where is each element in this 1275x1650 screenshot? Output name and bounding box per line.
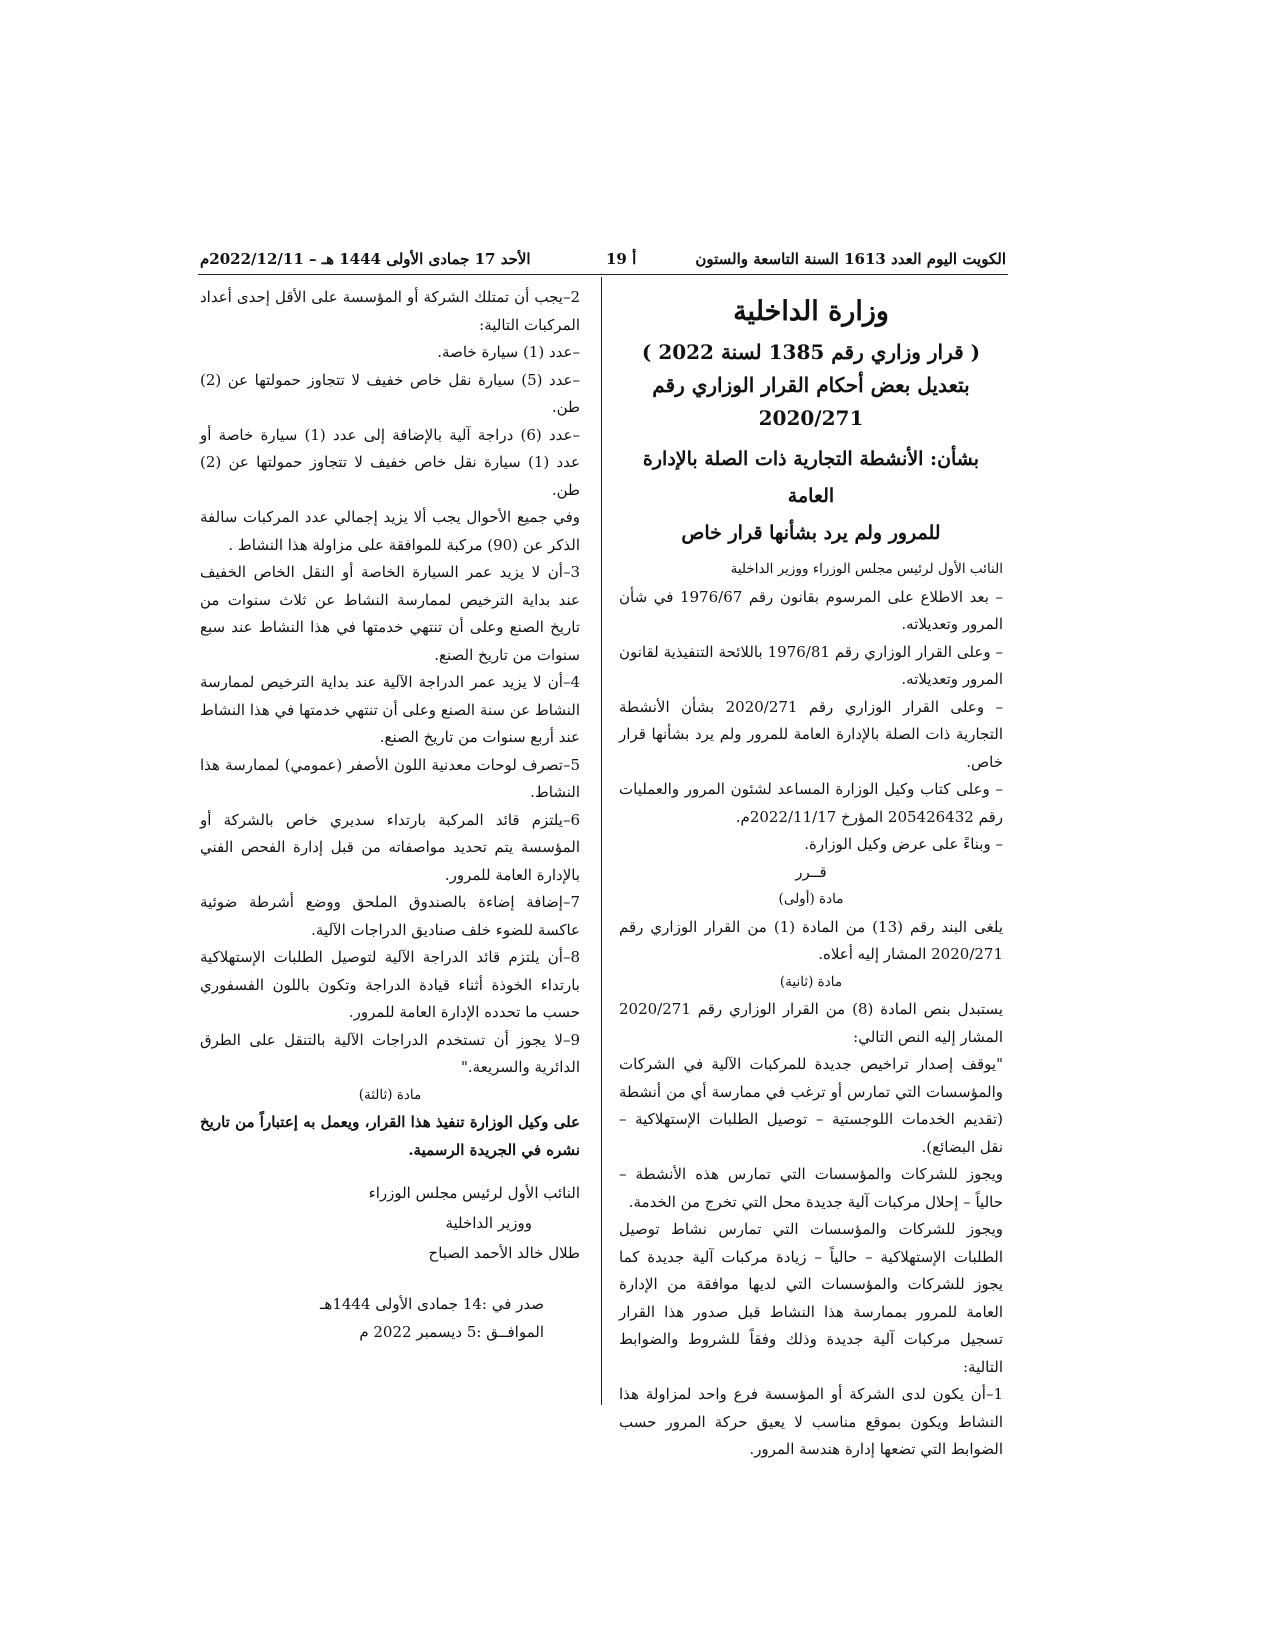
header-date: الأحد 17 جمادى الأولى 1444 هـ – 2022/12/11م [200,250,531,268]
article-1-text: يلغى البند رقم (13) من المادة (1) من القرار الوزاري رقم 2020/271 المشار إليه أعلاه. [619,917,1003,963]
signer-name: طلال خالد الأحمد الصباح [428,1244,580,1262]
spacer [200,1268,580,1290]
condition-2-item: –عدد (5) سيارة نقل خاص خفيف لا تتجاوز حمولتها عن (2) طن. [200,370,581,416]
amend-line-1: بتعديل بعض أحكام القرار الوزاري رقم [652,373,970,397]
article-2-paragraph: ويجوز للشركات والمؤسسات التي تمارس نشاط توصيل الطلبات الإستهلاكية – حالياً – زيادة مركبات آلية جديدة كما يجوز للشركات والمؤسسات التي لديها موافقة من الإدارة العامة للمرور بممارسة هذا النشاط قبل صدور هذا القرار تسجيل مركبات آلية جديدة وذلك وفقاً للشروط والضوابط التالية: [619,1220,1003,1376]
condition-1: 1–أن يكون لدى الشركة أو المؤسسة فرع واحد لمزاولة هذا النشاط ويكون بموقع مناسب لا يعيق حركة المرور حسب الضوابط التي تضعها إدارة هندسة المرور. [619,1385,1003,1458]
condition-7: 7–إضافة إضاءة بالصندوق الملحق ووضع أشرطة ضوئية عاكسة للضوء خلف صناديق الدراجات الآلية. [200,893,580,939]
condition-2-note: وفي جميع الأحوال يجب ألا يزيد إجمالي عدد المركبات سالفة الذكر عن (90) مركبة للموافقة على مزاولة هذا النشاط . [200,508,580,554]
decision-title: ( قرار وزاري رقم 1385 لسنة 2022 ) [641,340,981,364]
condition-9: 9–لا يجوز أن تستخدم الدراجات الآلية بالتنقل على الطرق الدائرية والسريعة." [200,1030,580,1076]
subject-line-1: بشأن: الأنشطة التجارية ذات الصلة بالإدارة العامة [642,448,980,507]
issuer-line: النائب الأول لرئيس مجلس الوزراء ووزير الداخلية [730,561,1003,577]
preamble-item: – وبناءً على عرض وكيل الوزارة. [804,835,1003,853]
page-header [200,244,1006,274]
condition-2: 2–يجب أن تمتلك الشركة أو المؤسسة على الأقل إحدى أعداد المركبات التالية: [200,288,580,334]
right-column [619,290,1003,1464]
condition-3: 3–أن لا يزيد عمر السيارة الخاصة أو النقل الخاص الخفيف عند بداية الترخيص لممارسة النشاط عن ثلاث سنوات من تاريخ الصنع وعلى أن تنتهي خدمتها في هذا النشاط عند سبع سنوات من تاريخ الصنع. [200,563,580,664]
article-3-text: على وكيل الوزارة تنفيذ هذا القرار، ويعمل به إعتباراً من تاريخ نشره في الجريدة الرسمية. [200,1113,580,1159]
decided-heading: قــرر [795,862,827,881]
ministry-title: وزارة الداخلية [733,296,889,327]
article-2-paragraph: ويجوز للشركات والمؤسسات التي تمارس هذه الأنشطة – حالياً – إحلال مركبات آلية جديدة محل التي تخرج من الخدمة. [619,1165,1003,1211]
preamble-item: – وعلى القرار الوزاري رقم 1976/81 باللائحة التنفيذية لقانون المرور وتعديلاته. [619,642,1004,688]
amend-line-2: 2020/271 [758,406,864,430]
preamble-item: – بعد الاطلاع على المرسوم بقانون رقم 1976/67 في شأن المرور وتعديلاته. [619,587,1003,633]
header-rule [198,274,1008,275]
condition-6: 6–يلتزم قائد المركبة بارتداء سديري خاص بالشركة أو المؤسسة يتم تحديد مواصفاته من قبل إدارة الفحص الفني بالإدارة العامة للمرور. [200,810,580,884]
article-2-paragraph: "يوقف إصدار تراخيص جديدة للمركبات الآلية في الشركات والمؤسسات التي تمارس أو ترغب في ممارسة أي من أنشطة (تقديم الخدمات اللوجستية – توصيل الطلبات الإستهلاكية – نقل البضائع). [619,1055,1003,1156]
column-divider [601,277,602,1405]
condition-5: 5–تصرف لوحات معدنية اللون الأصفر (عمومي) لممارسة هذا النشاط. [200,755,580,801]
left-column [200,284,580,1346]
preamble-item: – وعلى القرار الوزاري رقم 2020/271 بشأن الأنشطة التجارية ذات الصلة بالإدارة العامة للمرور ولم يرد بشأنها قرار خاص. [619,697,1004,771]
preamble-item: – وعلى كتاب وكيل الوزارة المساعد لشئون المرور والعمليات رقم 205426432 المؤرخ 2022/11/17م. [619,780,1003,826]
article-2-title: مادة (ثانية) [779,973,843,990]
header-publication: الكويت اليوم العدد 1613 السنة التاسعة والستون [695,250,1006,268]
spacer [200,1164,580,1178]
subject-line-2: للمرور ولم يرد بشأنها قرار خاص [681,522,941,544]
condition-8: 8–أن يلتزم قائد الدراجة الآلية لتوصيل الطلبات الإستهلاكية بارتداء الخوذة أثناء قيادة الدراجة وتكون باللون الفسفوري حسب ما تحدده الإدارة العامة للمرور. [200,948,580,1021]
header-page-number: أ 19 [606,250,637,268]
condition-2-item: –عدد (6) دراجة آلية بالإضافة إلى عدد (1) سيارة خاصة أو عدد (1) سيارة نقل خاص خفيف لا تتجاوز حمولتها عن (2) طن. [200,425,581,499]
condition-4: 4–أن لا يزيد عمر الدراجة الآلية عند بداية الترخيص لممارسة النشاط عن سنة الصنع وعلى أن تنتهي خدمتها في هذا النشاط عند أربع سنوات من تاريخ الصنع. [200,673,580,746]
issued-hijri-date: صدر في :14 جمادى الأولى 1444هـ [320,1295,544,1313]
article-3-title: مادة (ثالثة) [358,1086,422,1103]
issued-gregorian-date: الموافــق :5 ديسمبر 2022 م [359,1323,544,1341]
article-2-intro: يستبدل بنص المادة (8) من القرار الوزاري رقم 2020/271 المشار إليه النص التالي: [619,1000,1003,1046]
signer-title-2: ووزير الداخلية [445,1214,532,1232]
signer-title-1: النائب الأول لرئيس مجلس الوزراء [368,1184,580,1202]
article-1-title: مادة (أولى) [778,891,844,907]
condition-2-item: –عدد (1) سيارة خاصة. [437,343,580,361]
